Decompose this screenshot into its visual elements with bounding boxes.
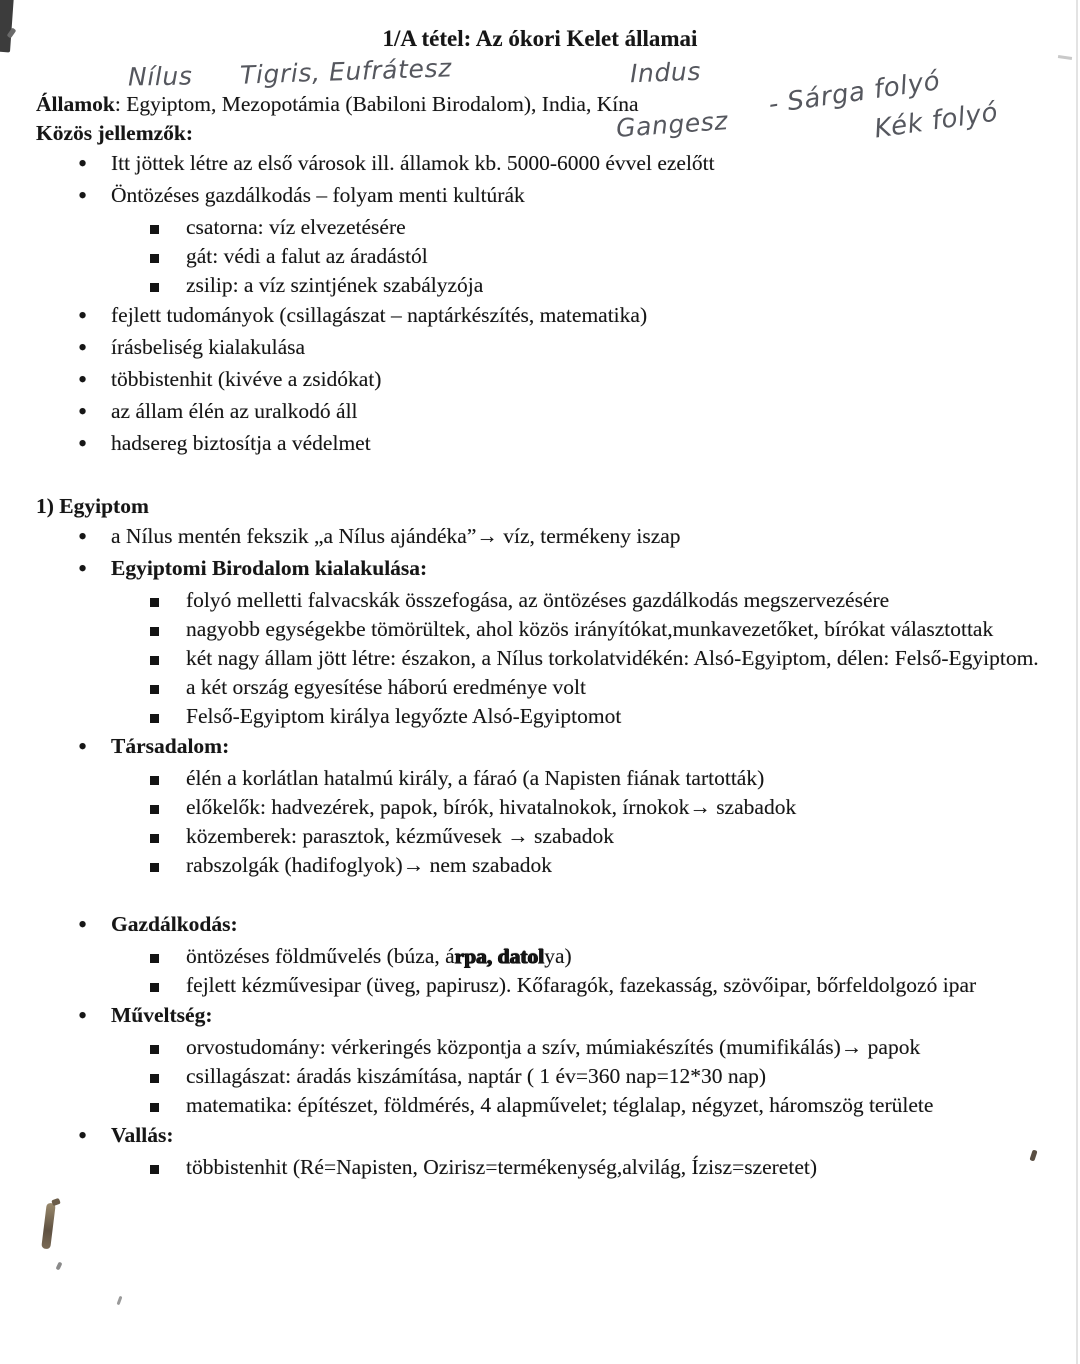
bullet-item: [36, 1001, 1044, 1032]
sub-bullet-item: [36, 1091, 1044, 1120]
bullet-dot-icon: [78, 732, 111, 763]
bullet-dot-icon: [78, 149, 111, 180]
bullet-item: [36, 429, 1044, 460]
bullet-dot-icon: [78, 333, 111, 364]
sub-bullet-item: [36, 851, 1044, 880]
sub-bullet-text: csillagászat: áradás kiszámítása, naptár ( 1 év=360 nap=12*30 nap): [186, 1064, 767, 1088]
sub-bullet-text: folyó melletti falvacskák összefogása, az öntözéses gazdálkodás megszervezésére: [186, 588, 890, 612]
bullet-dot-icon: [78, 910, 111, 941]
handwritten-nilus: Nílus: [127, 61, 193, 92]
sub-bullet-item: [36, 242, 1044, 271]
bullet-text: fejlett tudományok (csillagászat – naptárkészítés, matematika): [111, 303, 648, 327]
sub-bullet-text: matematika: építészet, földmérés, 4 alapművelet; téglalap, négyzet, háromszög területe: [186, 1093, 934, 1117]
sub-bullet-text: előkelők: hadvezérek, papok, bírók, hivatalnokok, írnokok→ szabadok: [186, 795, 797, 819]
society-heading: Társadalom:: [111, 734, 230, 758]
sub-bullet-item: [36, 793, 1044, 822]
bullet-dot-icon: [78, 397, 111, 428]
bullet-text: az állam élén az uralkodó áll: [111, 399, 358, 423]
bullet-square-icon: [150, 271, 186, 300]
bullet-square-icon: [150, 242, 186, 271]
pen-mark-tip: [51, 1198, 61, 1206]
bullet-square-icon: [150, 1153, 186, 1182]
bullet-dot-icon: [78, 429, 111, 460]
sub-bullet-text: orvostudomány: vérkeringés központja a szív, múmiakészítés (mumifikálás)→ papok: [186, 1035, 921, 1059]
sub-bullet-text: a két ország egyesítése háború eredménye volt: [186, 675, 586, 699]
handwritten-tigris-eufratesz: Tigris, Eufrátesz: [239, 53, 453, 90]
sub-bullet-text: rabszolgák (hadifoglyok)→ nem szabadok: [186, 853, 552, 877]
bullet-text: többistenhit (kivéve a zsidókat): [111, 367, 382, 391]
bullet-dot-icon: [78, 1121, 111, 1152]
page-title: 1/A tétel: Az ókori Kelet államai: [382, 26, 698, 51]
bullet-dot-icon: [78, 301, 111, 332]
sub-bullet-item: [36, 673, 1044, 702]
bullet-square-icon: [150, 764, 186, 793]
bullet-item: [36, 1121, 1044, 1152]
sub-bullet-item: [36, 213, 1044, 242]
egypt-section-heading: 1) Egyiptom: [36, 494, 149, 518]
sub-bullet-text: [186, 942, 1044, 971]
economy-heading: Gazdálkodás:: [111, 912, 238, 936]
culture-heading: Műveltség:: [111, 1003, 213, 1027]
bullet-item: [36, 554, 1044, 585]
bullet-text: Öntözéses gazdálkodás – folyam menti kultúrák: [111, 183, 525, 207]
sub-bullet-text: többistenhit (Ré=Napisten, Ozirisz=termékenység,alvilág, Ízisz=szeretet): [186, 1155, 817, 1179]
bullet-square-icon: [150, 644, 186, 673]
sub-bullet-text: közemberek: parasztok, kézművesek → szabadok: [186, 824, 615, 848]
bullet-dot-icon: [78, 365, 111, 396]
bullet-square-icon: [150, 942, 186, 971]
economy-item-pre: öntözéses földművelés (búza, á: [186, 944, 455, 968]
scan-speck: [55, 1262, 62, 1271]
bullet-text: hadsereg biztosítja a védelmet: [111, 431, 371, 455]
bullet-square-icon: [150, 1062, 186, 1091]
bullet-square-icon: [150, 793, 186, 822]
bullet-dot-icon: [78, 554, 111, 585]
states-line: [36, 90, 1044, 119]
scan-speck: [117, 1296, 123, 1305]
sub-bullet-item: [36, 1062, 1044, 1091]
bullet-text: írásbeliség kialakulása: [111, 335, 306, 359]
sub-bullet-text: Felső-Egyiptom királya legyőzte Alsó-Egyiptomot: [186, 704, 622, 728]
bullet-item: [36, 732, 1044, 763]
sub-bullet-text: csatorna: víz elvezetésére: [186, 215, 406, 239]
economy-item-post: ya): [544, 944, 572, 968]
sub-bullet-item: [36, 644, 1044, 673]
sub-bullet-item: [36, 615, 1044, 644]
sub-bullet-item: [36, 586, 1044, 615]
bullet-text: a Nílus mentén fekszik „a Nílus ajándéka”→ víz, termékeny iszap: [111, 524, 681, 548]
bullet-square-icon: [150, 702, 186, 731]
handwritten-sarga-folyo: - Sárga folyó: [766, 66, 943, 120]
sub-bullet-text: fejlett kézművesipar (üveg, papirusz). Kőfaragók, fazekasság, szövőipar, bőrfeldolgozó ipar: [186, 973, 977, 997]
bullet-item: [36, 397, 1044, 428]
bullet-dot-icon: [78, 522, 111, 553]
bullet-square-icon: [150, 822, 186, 851]
pen-mark-left-margin: [41, 1203, 56, 1250]
overwritten-ink-text: rpa, datol: [454, 944, 545, 968]
bullet-text: Itt jöttek létre az első városok ill. államok kb. 5000-6000 évvel ezelőtt: [111, 151, 715, 175]
sub-bullet-item: [36, 942, 1044, 971]
empire-heading: Egyiptomi Birodalom kialakulása:: [111, 556, 428, 580]
bullet-item: [36, 522, 1044, 553]
bullet-item: [36, 365, 1044, 396]
sub-bullet-item: [36, 971, 1044, 1000]
handwritten-gangesz: Gangesz: [615, 106, 730, 143]
bullet-square-icon: [150, 851, 186, 880]
sub-bullet-text: élén a korlátlan hatalmú király, a fáraó (a Napisten fiának tartották): [186, 766, 765, 790]
bullet-square-icon: [150, 673, 186, 702]
states-label: Államok: [36, 92, 115, 116]
bullet-item: [36, 181, 1044, 212]
bullet-square-icon: [150, 213, 186, 242]
sub-bullet-item: [36, 702, 1044, 731]
bullet-dot-icon: [78, 1001, 111, 1032]
bullet-item: [36, 301, 1044, 332]
bullet-item: [36, 333, 1044, 364]
sub-bullet-item: [36, 764, 1044, 793]
handwritten-indus: Indus: [629, 56, 702, 89]
sub-bullet-text: gát: védi a falut az áradástól: [186, 244, 428, 268]
handwritten-kek-folyo: Kék folyó: [872, 97, 1000, 145]
bullet-square-icon: [150, 971, 186, 1000]
bullet-square-icon: [150, 586, 186, 615]
bullet-item: [36, 910, 1044, 941]
states-list: : Egyiptom, Mezopotámia (Babiloni Birodalom), India, Kína: [114, 92, 639, 116]
bullet-square-icon: [150, 1033, 186, 1062]
sub-bullet-item: [36, 822, 1044, 851]
sub-bullet-item: [36, 271, 1044, 300]
bullet-square-icon: [150, 615, 186, 644]
common-features-heading: Közös jellemzők:: [36, 121, 194, 145]
bullet-square-icon: [150, 1091, 186, 1120]
sub-bullet-text: nagyobb egységekbe tömörültek, ahol közös irányítókat,munkavezetőket, bírókat választottak: [186, 617, 994, 641]
sub-bullet-item: [36, 1153, 1044, 1182]
religion-heading: Vallás:: [111, 1123, 174, 1147]
sub-bullet-text: két nagy állam jött létre: északon, a Nílus torkolatvidékén: Alsó-Egyiptom, délen: Felső-Egyiptom.: [186, 646, 1039, 670]
bullet-dot-icon: [78, 181, 111, 212]
sub-bullet-item: [36, 1033, 1044, 1062]
bullet-item: [36, 149, 1044, 180]
sub-bullet-text: zsilip: a víz szintjének szabályzója: [186, 273, 484, 297]
